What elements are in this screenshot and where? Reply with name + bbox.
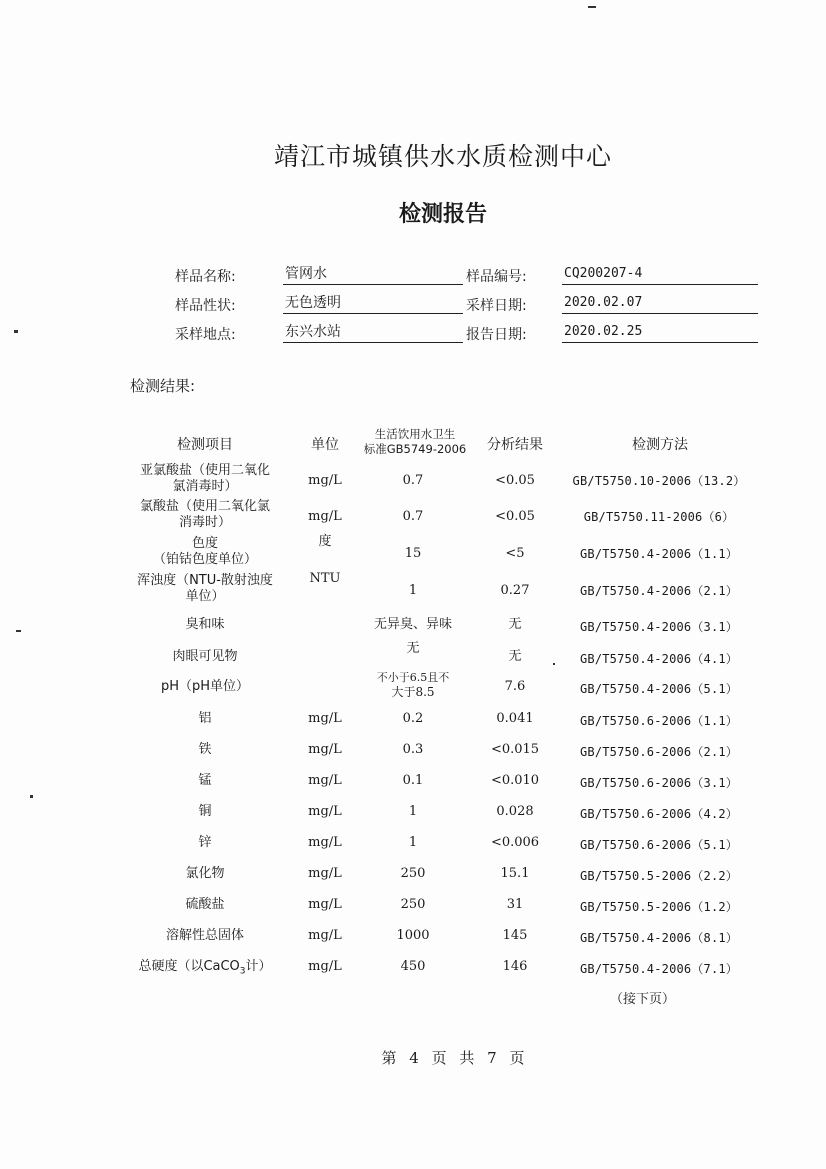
item-name bbox=[125, 679, 285, 695]
table-row bbox=[0, 831, 826, 862]
method-cell: GB/T5750.4-2006（7.1） bbox=[579, 962, 739, 976]
standard-limit-cell: 250 bbox=[400, 897, 426, 912]
standard-limit-cell: 0.3 bbox=[402, 742, 424, 757]
item-name-line1: 锰 bbox=[198, 773, 212, 788]
item-name bbox=[125, 573, 285, 605]
result-cell: 0.27 bbox=[500, 583, 530, 598]
header-item: 检测项目 bbox=[177, 437, 233, 453]
header-standard-line2: 标准GB5749-2006 bbox=[363, 442, 467, 456]
header-unit: 单位 bbox=[311, 437, 339, 453]
item-name bbox=[125, 463, 285, 495]
scan-speck bbox=[30, 795, 33, 798]
item-name-line1: 铜 bbox=[198, 804, 212, 819]
standard-limit-cell: 0.1 bbox=[402, 773, 424, 788]
unit-cell: mg/L bbox=[308, 711, 342, 726]
sample-name-value: 管网水 bbox=[283, 265, 463, 285]
result-cell: <5 bbox=[505, 546, 525, 561]
item-name-line1: 肉眼可见物 bbox=[172, 649, 238, 664]
header-standard bbox=[350, 427, 480, 457]
item-name bbox=[125, 928, 285, 944]
item-name-text: 总硬度（以CaCO bbox=[138, 959, 240, 974]
table-row bbox=[0, 862, 826, 893]
item-name bbox=[125, 897, 285, 913]
page-number: 第 4 页 共 7 页 bbox=[381, 1049, 525, 1067]
item-name-line2: 氯消毒时） bbox=[172, 479, 238, 494]
item-name bbox=[125, 711, 285, 727]
standard-limit-cell: 0.7 bbox=[402, 473, 424, 488]
item-name-line1: 锌 bbox=[198, 835, 212, 850]
sampling-date-value: 2020.02.07 bbox=[562, 294, 758, 314]
unit-cell: mg/L bbox=[308, 773, 342, 788]
method-cell: GB/T5750.4-2006（8.1） bbox=[579, 931, 739, 945]
unit-cell: 度 bbox=[318, 534, 332, 549]
item-name-line2: 消毒时） bbox=[178, 515, 231, 530]
method-cell: GB/T5750.4-2006（3.1） bbox=[579, 620, 739, 634]
header-standard-line1: 生活饮用水卫生 bbox=[374, 427, 456, 441]
report-title: 检测报告 bbox=[398, 202, 487, 227]
item-name-line1: 铁 bbox=[198, 742, 212, 757]
organization-name: 靖江市城镇供水水质检测中心 bbox=[273, 142, 612, 171]
item-name bbox=[125, 804, 285, 820]
method-cell: GB/T5750.10-2006（13.2） bbox=[572, 474, 746, 488]
standard-limit-cell: 1 bbox=[408, 804, 418, 819]
table-row bbox=[0, 769, 826, 800]
item-name-line1: 硫酸盐 bbox=[185, 897, 225, 912]
method-cell: GB/T5750.11-2006（6） bbox=[583, 510, 735, 524]
standard-limit-cell: 1 bbox=[408, 583, 418, 598]
unit-cell: mg/L bbox=[308, 742, 342, 757]
item-name bbox=[125, 959, 285, 980]
method-cell: GB/T5750.4-2006（4.1） bbox=[579, 652, 739, 666]
result-cell: 15.1 bbox=[500, 866, 530, 881]
unit-cell: NTU bbox=[309, 571, 341, 586]
scan-speck bbox=[553, 663, 555, 665]
report-date-value: 2020.02.25 bbox=[562, 323, 758, 343]
standard-limit-line2: 大于8.5 bbox=[391, 685, 435, 699]
result-cell: 145 bbox=[502, 928, 528, 943]
scan-speck bbox=[16, 630, 21, 632]
item-name-line1: 色度 bbox=[191, 536, 218, 551]
report-date-label: 报告日期: bbox=[466, 327, 527, 343]
standard-limit-cell: 0.2 bbox=[402, 711, 424, 726]
result-cell: 7.6 bbox=[504, 679, 526, 694]
table-row bbox=[0, 536, 826, 567]
item-name-line1: 铝 bbox=[198, 711, 212, 726]
scan-speck bbox=[588, 6, 596, 8]
continued-note: （接下页） bbox=[610, 992, 676, 1007]
header-method: 检测方法 bbox=[632, 437, 688, 453]
standard-limit-cell: 15 bbox=[404, 546, 422, 561]
item-name-line1: 浑浊度（NTU-散射浊度 bbox=[137, 573, 273, 588]
unit-cell: mg/L bbox=[308, 835, 342, 850]
table-row bbox=[0, 499, 826, 530]
item-name-line1: 氯化物 bbox=[185, 866, 225, 881]
item-name-line1: 氯酸盐（使用二氧化氯 bbox=[139, 499, 270, 514]
item-name bbox=[125, 742, 285, 758]
table-row bbox=[0, 924, 826, 955]
result-cell: <0.015 bbox=[490, 742, 540, 757]
sample-no-label: 样品编号: bbox=[466, 269, 527, 285]
item-name-line2: （铂钴色度单位） bbox=[152, 552, 257, 567]
standard-limit-cell: 无 bbox=[406, 641, 420, 656]
method-cell: GB/T5750.6-2006（1.1） bbox=[579, 714, 739, 728]
sample-nature-value: 无色透明 bbox=[283, 294, 463, 314]
method-cell: GB/T5750.4-2006（2.1） bbox=[579, 584, 739, 598]
unit-cell: mg/L bbox=[308, 959, 342, 974]
sampling-date-label: 采样日期: bbox=[466, 298, 527, 314]
item-name bbox=[125, 649, 285, 665]
result-cell: 无 bbox=[508, 649, 522, 664]
table-row bbox=[0, 671, 826, 706]
standard-limit-line1: 不小于6.5且不 bbox=[376, 671, 450, 684]
header-result: 分析结果 bbox=[487, 437, 543, 453]
result-cell: 146 bbox=[502, 959, 528, 974]
item-name bbox=[125, 835, 285, 851]
method-cell: GB/T5750.5-2006（2.2） bbox=[579, 869, 739, 883]
table-row bbox=[0, 613, 826, 644]
results-heading: 检测结果: bbox=[130, 377, 196, 395]
standard-limit-cell: 1000 bbox=[396, 928, 430, 943]
item-name-line2: 单位） bbox=[185, 589, 225, 604]
table-row bbox=[0, 800, 826, 831]
method-cell: GB/T5750.6-2006（5.1） bbox=[579, 838, 739, 852]
method-cell: GB/T5750.5-2006（1.2） bbox=[579, 900, 739, 914]
item-name bbox=[125, 773, 285, 789]
table-row bbox=[0, 738, 826, 769]
standard-limit-cell: 0.7 bbox=[402, 509, 424, 524]
result-cell: 31 bbox=[506, 897, 524, 912]
standard-limit-cell: 无异臭、异味 bbox=[373, 617, 452, 632]
unit-cell: mg/L bbox=[308, 804, 342, 819]
method-cell: GB/T5750.6-2006（4.2） bbox=[579, 807, 739, 821]
sample-nature-label: 样品性状: bbox=[175, 298, 236, 314]
result-cell: <0.05 bbox=[495, 509, 535, 524]
item-name bbox=[125, 499, 285, 531]
result-cell: <0.006 bbox=[490, 835, 540, 850]
sample-name-label: 样品名称: bbox=[175, 269, 236, 285]
standard-limit-cell: 450 bbox=[400, 959, 426, 974]
unit-cell: mg/L bbox=[308, 928, 342, 943]
item-name-line1: 臭和味 bbox=[185, 617, 225, 632]
unit-cell: mg/L bbox=[308, 866, 342, 881]
item-name-line1: pH（pH单位） bbox=[160, 679, 250, 694]
sampling-site-value: 东兴水站 bbox=[283, 323, 463, 343]
method-cell: GB/T5750.6-2006（3.1） bbox=[579, 776, 739, 790]
unit-cell: mg/L bbox=[308, 509, 342, 524]
table-row bbox=[0, 707, 826, 738]
item-name-tail: 计） bbox=[245, 959, 272, 974]
method-cell: GB/T5750.4-2006（5.1） bbox=[579, 682, 739, 696]
table-row bbox=[0, 893, 826, 924]
unit-cell: mg/L bbox=[308, 897, 342, 912]
result-cell: <0.05 bbox=[495, 473, 535, 488]
unit-cell: mg/L bbox=[308, 473, 342, 488]
item-name-line1: 亚氯酸盐（使用二氧化 bbox=[139, 463, 270, 478]
standard-limit-cell bbox=[350, 671, 476, 699]
item-name-line1: 溶解性总固体 bbox=[165, 928, 244, 943]
sample-no-value: CQ200207-4 bbox=[562, 265, 758, 285]
sampling-site-label: 采样地点: bbox=[175, 327, 236, 343]
item-name bbox=[125, 536, 285, 568]
table-row bbox=[0, 955, 826, 986]
method-cell: GB/T5750.6-2006（2.1） bbox=[579, 745, 739, 759]
result-cell: 0.028 bbox=[496, 804, 534, 819]
result-cell: 无 bbox=[508, 617, 522, 632]
table-row bbox=[0, 463, 826, 494]
standard-limit-cell: 250 bbox=[400, 866, 426, 881]
item-name bbox=[125, 617, 285, 633]
method-cell: GB/T5750.4-2006（1.1） bbox=[579, 547, 739, 561]
result-cell: 0.041 bbox=[496, 711, 534, 726]
item-name bbox=[125, 866, 285, 882]
table-row bbox=[0, 573, 826, 604]
result-cell: <0.010 bbox=[490, 773, 540, 788]
item-name-subscript: 3 bbox=[239, 966, 246, 977]
scan-speck bbox=[14, 330, 18, 333]
standard-limit-cell: 1 bbox=[408, 835, 418, 850]
